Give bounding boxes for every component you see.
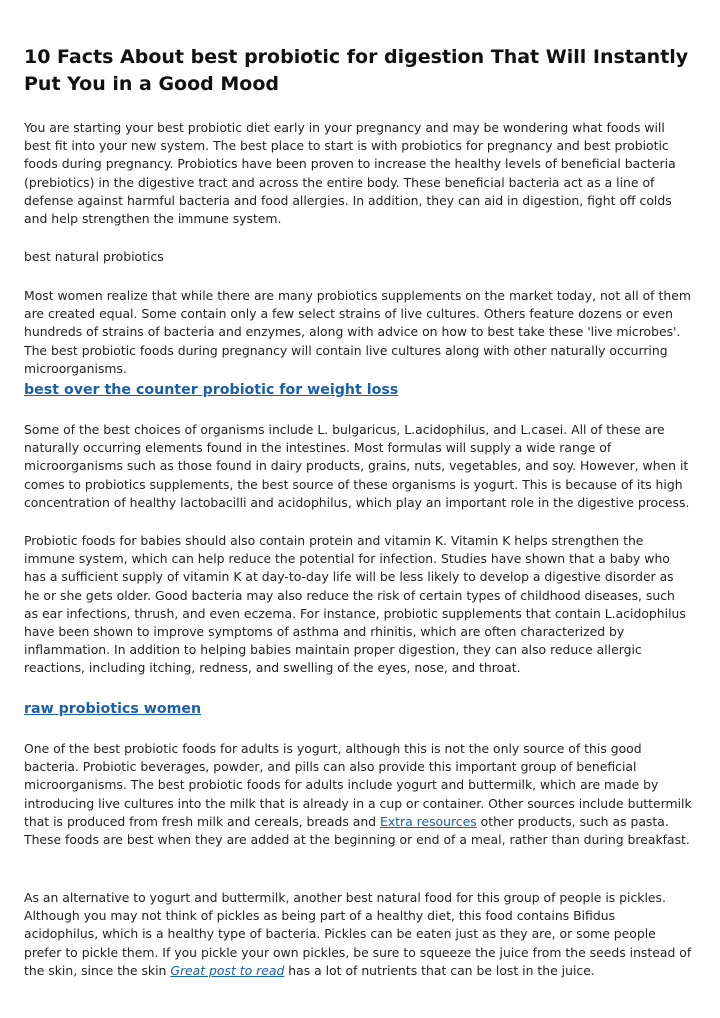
paragraph-adults-text-end: other products, such as pasta. These foods are best when they are added at the beginning or end of a meal, rather than during breakfast. [24, 813, 690, 848]
paragraph-pickles [24, 889, 692, 980]
heading-link-weight-loss[interactable]: best over the counter probiotic for weight loss [24, 382, 399, 398]
page-title: 10 Facts About best probiotic for digestion That Will Instantly Put You in a Good Mood [24, 46, 689, 95]
section-heading-raw-probiotics [24, 699, 201, 719]
paragraph-babies: Probiotic foods for babies should also contain protein and vitamin K. Vitamin K helps strengthen the immune system, which can help reduce the potential for infection. Studies have shown that a baby who has a sufficient supply of vitamin K at day-to-day life will be less likely to develop a digestive disorder as he or she gets older. Good bacteria may also reduce the risk of certain types of childhood diseases, such as ear infections, thrush, and even eczema. For instance, probiotic supplements that contain L.acidophilus have been shown to improve symptoms of asthma and rhinitis, which are often characterized by inflammation. In addition to helping babies maintain proper digestion, they can also reduce allergic reactions, including itching, redness, and swelling of the eyes, nose, and throat. [24, 533, 686, 676]
paragraph-pickles-text-start: As an alternative to yogurt and buttermilk, another best natural food for this group of people is pickles. Although you may not think of pickles as being part of a healthy diet, this food contains Bifidus acidophilus, which is a healthy type of bacteria. Pickles can be eaten just as they are, or some people prefer to pickle them. If you pickle your own pickles, be sure to squeeze the juice from the seeds instead of the skin, since the skin [24, 890, 692, 978]
heading-link-raw-probiotics[interactable]: raw probiotics women [24, 701, 202, 717]
paragraph-pickles-text-end: has a lot of nutrients that can be lost in the juice. [284, 962, 595, 978]
great-post-link[interactable]: Great post to read [170, 962, 285, 978]
paragraph-best-natural-probiotics: best natural probiotics [24, 249, 164, 264]
paragraph-adults-text-start: One of the best probiotic foods for adults is yogurt, although this is not the only source of this good bacteria. Probiotic beverages, powder, and pills can also provide this important group of beneficial microorganisms. The best probiotic foods for adults include yogurt and buttermilk, which are made by introducing live cultures into the milk that is already in a cup or container. Other sources include buttermilk that is produced from fresh milk and cereals, breads and [24, 741, 692, 829]
extra-resources-link[interactable]: Extra resources [379, 813, 477, 829]
paragraph-adults [24, 740, 692, 849]
section-heading-weight-loss [24, 380, 398, 400]
paragraph-supplements: Most women realize that while there are many probiotics supplements on the market today, not all of them are created equal. Some contain only a few select strains of live cultures. Others feature dozens or even hundreds of strains of bacteria and enzymes, along with advice on how to best take these 'live microbes'. The best probiotic foods during pregnancy will contain live cultures along with other naturally occurring microorganisms. [24, 288, 691, 376]
intro-paragraph: You are starting your best probiotic diet early in your pregnancy and may be wondering what foods will best fit into your new system. The best place to start is with probiotics for pregnancy and best probiotic foods during pregnancy. Probiotics have been proven to increase the healthy levels of beneficial bacteria (prebiotics) in the digestive tract and across the entire body. These beneficial bacteria act as a line of defense against harmful bacteria and food allergies. In addition, they can aid in digestion, fight off colds and help strengthen the immune system. [24, 120, 676, 227]
paragraph-organisms: Some of the best choices of organisms include L. bulgaricus, L.acidophilus, and L.casei. All of these are naturally occurring elements found in the intestines. Most formulas will supply a wide range of microorganisms such as those found in dairy products, grains, nuts, vegetables, and soy. However, when it comes to probiotics supplements, the best source of these organisms is yogurt. This is because of its high concentration of healthy lactobacilli and acidophilus, which play an important role in the digestive process. [24, 422, 690, 510]
